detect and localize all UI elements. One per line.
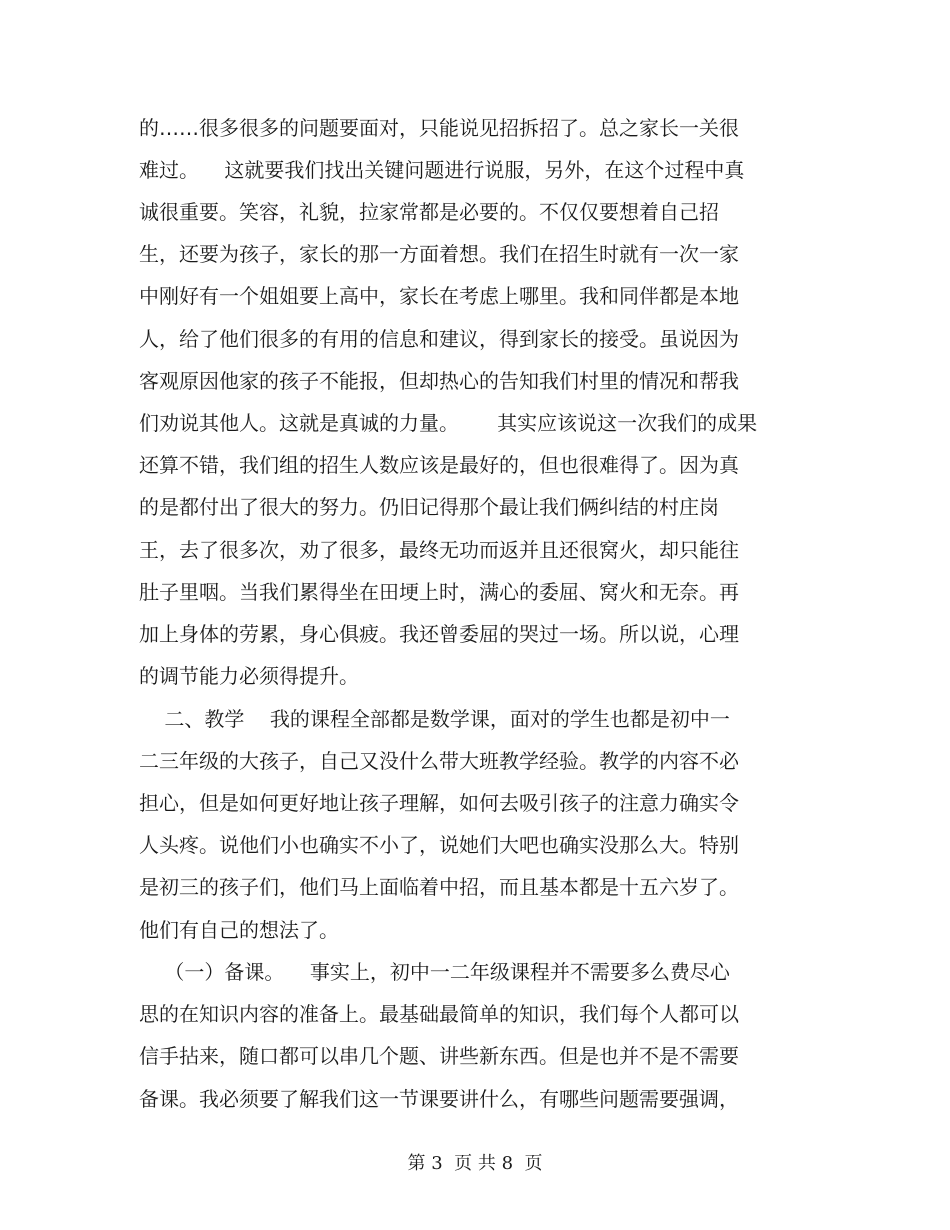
text-line: 的调节能力必须得提升。 [139, 664, 359, 688]
subsection-heading-line: （一）备课。 事实上，初中一二年级课程并不需要多么费尽心 [139, 960, 730, 984]
text-line: 思的在知识内容的准备上。最基础最简单的知识，我们每个人都可以 [139, 1002, 739, 1026]
text-line: 生，还要为孩子，家长的那一方面着想。我们在招生时就有一次一家 [139, 242, 739, 266]
text-line: 备课。我必须要了解我们这一节课要讲什么，有哪些问题需要强调， [139, 1087, 739, 1111]
text-line: 们劝说其他人。这就是真诚的力量。 其实应该说这一次我们的成果 [139, 411, 758, 435]
text-line: 加上身体的劳累，身心俱疲。我还曾委屈的哭过一场。所以说，心理 [139, 622, 739, 646]
text-line: 还算不错，我们组的招生人数应该是最好的，但也很难得了。因为真 [139, 453, 739, 477]
section-heading-line: 二、教学 我的课程全部都是数学课，面对的学生也都是初中一 [139, 707, 730, 731]
text-line: 的是都付出了很大的努力。仍旧记得那个最让我们俩纠结的村庄岗 [139, 495, 719, 519]
text-line: 是初三的孩子们，他们马上面临着中招，而且基本都是十五六岁了。 [139, 875, 739, 899]
text-line: 担心，但是如何更好地让孩子理解，如何去吸引孩子的注意力确实令 [139, 791, 739, 815]
page-footer: 第 3 页 共 8 页 [407, 1153, 543, 1174]
text-line: 难过。 这就要我们找出关键问题进行说服，另外，在这个过程中真 [139, 158, 745, 182]
text-line: 信手拈来，随口都可以串几个题、讲些新东西。但是也并不是不需要 [139, 1044, 739, 1068]
text-line: 的……很多很多的问题要面对，只能说见招拆招了。总之家长一关很 [139, 116, 739, 140]
text-line: 人，给了他们很多的有用的信息和建议，得到家长的接受。虽说因为 [139, 327, 739, 351]
text-line: 客观原因他家的孩子不能报，但却热心的告知我们村里的情况和帮我 [139, 369, 739, 393]
text-line: 人头疼。说他们小也确实不小了，说她们大吧也确实没那么大。特别 [139, 833, 739, 857]
text-line: 王，去了很多次，劝了很多，最终无功而返并且还很窝火，却只能往 [139, 538, 739, 562]
text-line: 肚子里咽。当我们累得坐在田埂上时，满心的委屈、窝火和无奈。再 [139, 580, 739, 604]
text-line: 二三年级的大孩子，自己又没什么带大班教学经验。教学的内容不必 [139, 749, 739, 773]
text-line: 中刚好有一个姐姐要上高中，家长在考虑上哪里。我和同伴都是本地 [139, 284, 739, 308]
text-line: 诚很重要。笑容，礼貌，拉家常都是必要的。不仅仅要想着自己招 [139, 200, 719, 224]
text-line: 他们有自己的想法了。 [139, 918, 339, 942]
